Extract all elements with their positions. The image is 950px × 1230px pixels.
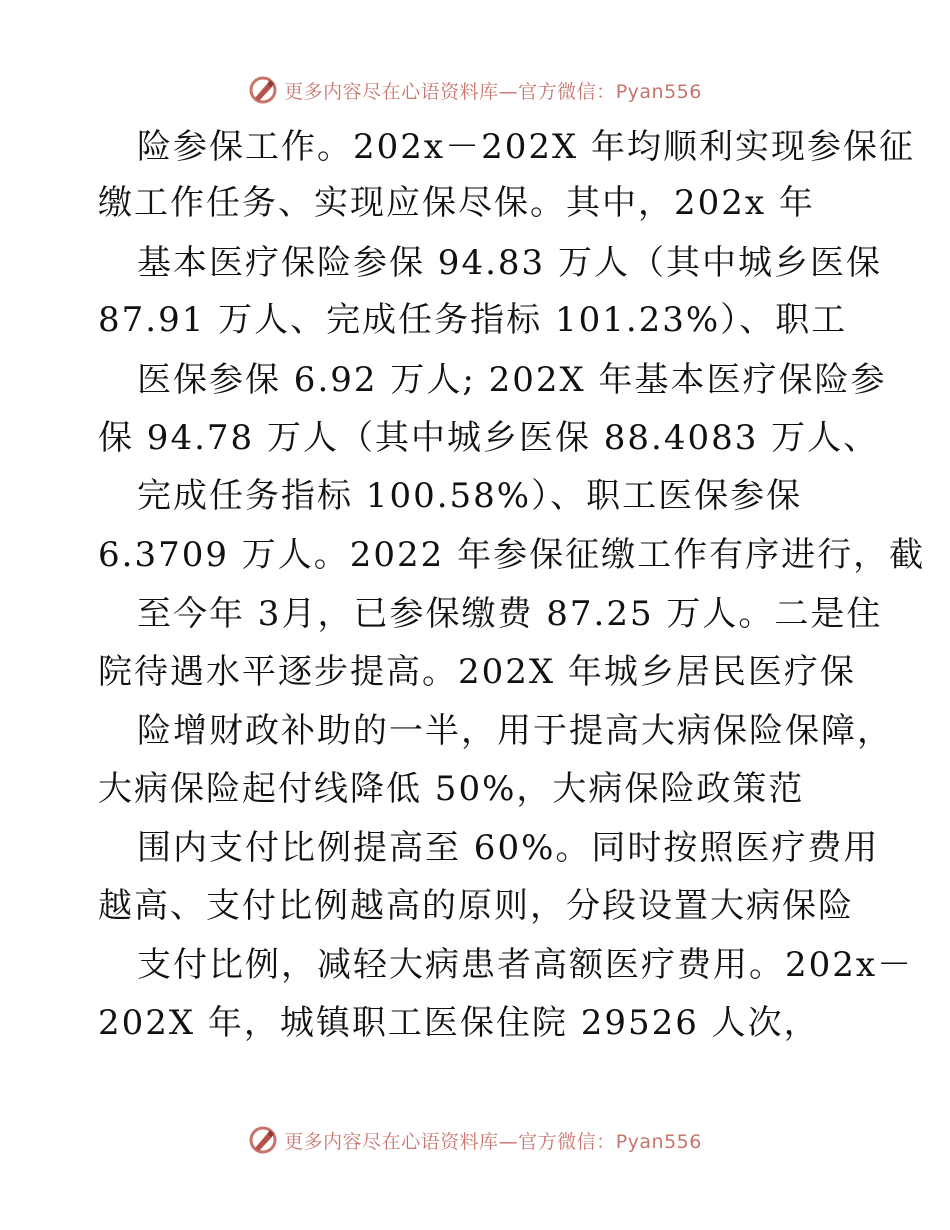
watermark-account: Pyan556 [615, 1130, 702, 1153]
watermark-main: 更多内容尽在心语资料库 [284, 1130, 499, 1153]
watermark-text [284, 1127, 702, 1154]
body-line: 6.3709 万人。2022 年参保征缴工作有序进行，截 [98, 535, 926, 575]
body-line: 支付比例，减轻大病患者高额医疗费用。202x－ [137, 945, 914, 985]
watermark-separator: — [498, 80, 519, 103]
body-line: 完成任务指标 100.58%）、职工医保参保 [137, 476, 803, 516]
pen-circle-logo-icon [248, 1125, 278, 1155]
watermark-sub: 官方微信： [518, 1130, 616, 1153]
body-line: 87.91 万人、完成任务指标 101.23%）、职工 [98, 300, 848, 340]
body-line: 越高、支付比例越高的原则，分段设置大病保险 [98, 886, 854, 926]
body-line: 大病保险起付线降低 50%，大病保险政策范 [98, 769, 805, 809]
body-line: 保 94.78 万人（其中城乡医保 88.4083 万人、 [98, 418, 880, 458]
body-line: 202X 年，城镇职工医保住院 29526 人次， [98, 1003, 820, 1043]
watermark-main: 更多内容尽在心语资料库 [284, 80, 499, 103]
footer-watermark [0, 1120, 950, 1160]
body-line: 至今年 3月，已参保缴费 87.25 万人。二是住 [137, 594, 883, 634]
body-line: 基本医疗保险参保 94.83 万人（其中城乡医保 [137, 243, 882, 283]
watermark-separator: — [498, 1130, 519, 1153]
watermark-account: Pyan556 [615, 80, 702, 103]
watermark-sub: 官方微信： [518, 80, 616, 103]
body-line: 围内支付比例提高至 60%。同时按照医疗费用 [137, 828, 880, 868]
body-line: 医保参保 6.92 万人; 202X 年基本医疗保险参 [137, 360, 887, 400]
body-line: 险增财政补助的一半，用于提高大病保险保障， [137, 711, 893, 751]
body-line: 院待遇水平逐步提高。202X 年城乡居民医疗保 [98, 652, 856, 692]
body-line: 缴工作任务、实现应保尽保。其中，202x 年 [98, 183, 815, 223]
body-line: 险参保工作。202x－202X 年均顺利实现参保征 [137, 127, 915, 167]
